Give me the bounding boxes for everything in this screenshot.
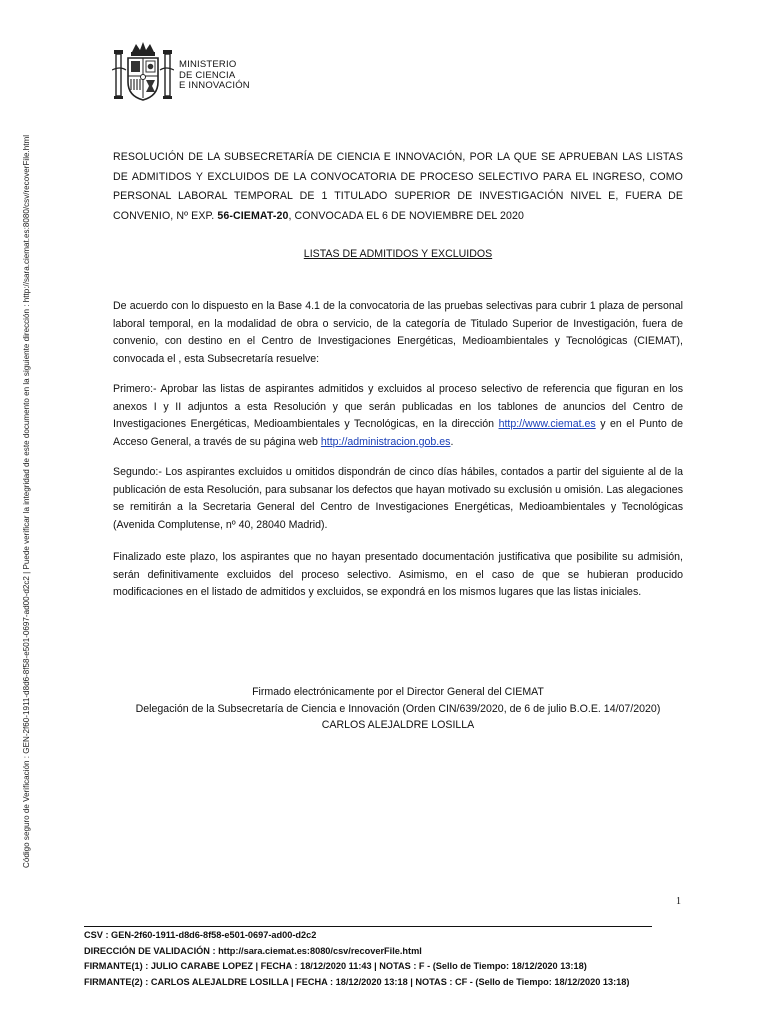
expedient-number: 56-CIEMAT-20 [217, 210, 289, 223]
paragraph-primero-middle: y en el Punto de Acceso General, a través de su página web [113, 418, 683, 448]
ministry-name [179, 60, 250, 92]
ciemat-link[interactable]: http://www.ciemat.es [498, 418, 596, 431]
paragraph-segundo: Segundo:- Los aspirantes excluidos u omitidos dispondrán de cinco días hábiles, contados a partir del siguiente al de la publicación de esta Resolución, para subsanar los defectos que hayan motivado su exclusión u omisión. Las alegaciones se remitirán a la Secretaria General del Centro de Investigaciones Energéticas, Medioambientales y Tecnológicas (Avenida Complutense, nº 40, 28040 Madrid). [113, 466, 683, 531]
ministry-logo [112, 40, 262, 104]
section-heading-text: LISTAS DE ADMITIDOS Y EXCLUIDOS [303, 248, 493, 260]
footer-block [84, 928, 764, 990]
signature-line1: Firmado electrónicamente por el Director General del CIEMAT [252, 686, 544, 698]
resolution-title [113, 148, 683, 227]
paragraph-primero-end: . [450, 435, 454, 448]
footer-csv: CSV : GEN-2f60-1911-d8d6-8f58-e501-0697-ad00-d2c2 [84, 930, 317, 940]
footer-validation-address: DIRECCIÓN DE VALIDACIÓN : http://sara.ciemat.es:8080/csv/recoverFile.html [84, 945, 422, 956]
paragraph-primero-text: Primero:- Aprobar las listas de aspirantes admitidos y excluidos al proceso selectivo de referencia que figuran en los anexos I y II adjuntos a esta Resolución y que serán publicadas en los tablones de anuncios del Centro de Investigaciones Energéticas, Medioambientales y Tecnológicas, en la dirección [113, 383, 683, 431]
ministry-name-line1: MINISTERIO [179, 59, 237, 70]
footer-divider [84, 926, 652, 927]
title-date: , CONVOCADA EL 6 DE NOVIEMBRE DEL 2020 [288, 210, 525, 223]
page-number: 1 [676, 896, 681, 907]
section-heading [113, 248, 683, 260]
signature-line2: Delegación de la Subsecretaría de Ciencia e Innovación (Orden CIN/639/2020, de 6 de julio B.O.E. 14/07/2020) [135, 702, 661, 715]
ministry-name-line2: DE CIENCIA [179, 69, 236, 81]
coat-of-arms-icon [112, 40, 174, 102]
title-text: RESOLUCIÓN DE LA SUBSECRETARÍA DE CIENCIA E INNOVACIÓN, POR LA QUE SE APRUEBAN LAS LISTAS DE ADMITIDOS Y EXCLUIDOS DE LA CONVOCATORIA DE PROCESO SELECTIVO PARA EL INGRESO, COMO PERSONAL LABORAL TEMPORAL DE 1 TITULADO SUPERIOR DE INVESTIGACIÓN NIVEL E, FUERA DE CONVENIO, Nº EXP. [113, 151, 683, 223]
verification-side-note: Código seguro de Verificación : GEN-2f60-1911-d8d6-8f58-e501-0697-ad00-d2c2 | Puede verificar la integridad de este documento en la siguiente dirección : http://sara.ciemat.es:8080/csv/recoverFile.html [22, 134, 31, 868]
paragraph-intro: De acuerdo con lo dispuesto en la Base 4.1 de la convocatoria de las pruebas selectivas para cubrir 1 plaza de personal laboral temporal, en la modalidad de obra o servicio, de la categoría de Titulado Superior de Investigación, fuera de convenio, con destino en el Centro de Investigaciones Energéticas, Medioambientales y Tecnológicas (CIEMAT), convocada el , esta Subsecretaría resuelve: [113, 300, 683, 365]
footer-signer-2: FIRMANTE(2) : CARLOS ALEJALDRE LOSILLA | FECHA : 18/12/2020 13:18 | NOTAS : CF - (Sello de Tiempo: 18/12/2020 13:18) [84, 976, 630, 987]
footer-signer-1: FIRMANTE(1) : JULIO CARABE LOPEZ | FECHA : 18/12/2020 11:43 | NOTAS : F - (Sello de Tiempo: 18/12/2020 13:18) [84, 961, 587, 972]
signer-name: CARLOS ALEJALDRE LOSILLA [321, 719, 475, 731]
ministry-name-line3: E INNOVACIÓN [179, 80, 250, 91]
administracion-link[interactable]: http://administracion.gob.es [320, 435, 451, 448]
paragraph-primero [113, 381, 683, 451]
signature-block [100, 684, 696, 734]
paragraph-final: Finalizado este plazo, los aspirantes que no hayan presentado documentación justificativa que posibilite su admisión, serán definitivamente excluidos del proceso selectivo. Asimismo, en el caso de que se hubieran producido modificaciones en el listado de admitidos y excluidos, se expondrá en los mismos lugares que las listas iniciales. [113, 551, 683, 599]
